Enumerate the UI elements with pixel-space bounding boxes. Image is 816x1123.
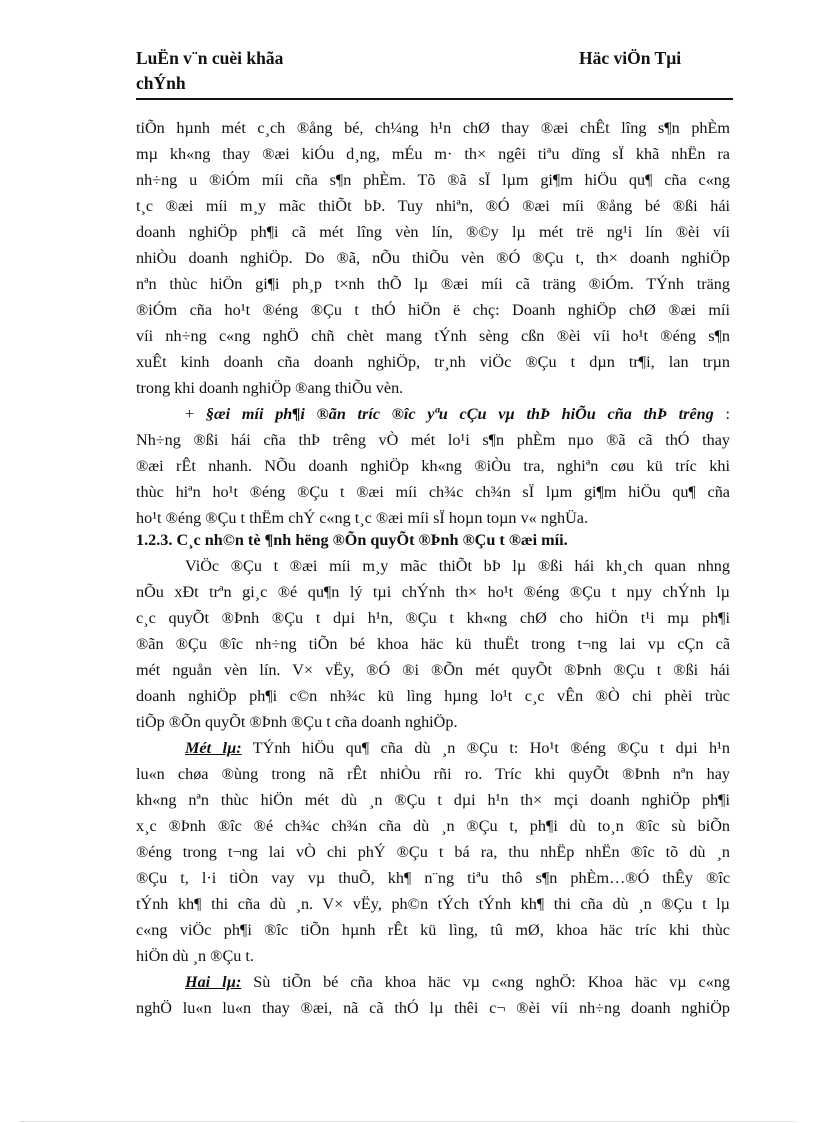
subsection-title: §æi míi ph¶i ®ãn tríc ®îc yªu cÇu vµ thÞ hiÕu cña thÞ trêng (205, 405, 714, 423)
body-line: c«ng viÖc ph¶i ®îc tiÕn hµnh rÊt kü lìng, tû mØ, khoa häc tríc khi thùc (136, 921, 730, 939)
body-line: kh«ng nªn thùc hiÖn mét dù ¸n ®Çu t dµi h¹n th× mçi doanh nghiÖp ph¶i (136, 791, 730, 809)
page-bottom-rule (20, 1121, 796, 1122)
header-right-title: Häc viÖn Tµi (579, 48, 682, 68)
body-line: doanh nghiÖp ph¶i cã mét lîng vèn lín, ®©y lµ mét trë ng¹i lín ®èi víi (136, 223, 730, 241)
point-text: Sù tiÕn bé cña khoa häc vµ c«ng nghÖ: Khoa häc vµ c«ng (241, 973, 730, 991)
section-heading: 1.2.3. C¸c nh©n tè ¶nh hëng ®Õn quyÕt ®Þnh ®Çu t ®æi míi. (136, 531, 568, 549)
body-line: ®æi rÊt nhanh. NÕu doanh nghiÖp kh«ng ®iÒu tra, nghiªn cøu kü tríc khi (136, 457, 730, 475)
body-line: ®Çu t, l·i tiÒn vay vµ thuÕ, kh¶ n¨ng tiªu thô s¶n phÈm…®Ó thÊy ®îc (136, 869, 730, 887)
body-line: nghÖ lu«n lu«n thay ®æi, nã cã thÓ lµ thêi c¬ ®èi víi nh÷ng doanh nghiÖp (136, 999, 730, 1017)
body-line: víi nh÷ng c«ng nghÖ chñ chèt mang tÝnh sèng cßn ®èi víi ho¹t ®éng s¶n (136, 327, 730, 345)
page-header (136, 46, 733, 100)
body-line: tiÕp ®Õn quyÕt ®Þnh ®Çu t cña doanh nghiÖp. (136, 713, 458, 731)
body-line: t¸c ®æi míi m¸y mãc thiÕt bÞ. Tuy nhiªn, ®Ó ®æi míi ®ång bé ®ßi hái (136, 197, 730, 215)
body-line: nhiÒu doanh nghiÖp. Do ®ã, nÕu thiÕu vèn ®Ó ®Çu t, th× doanh nghiÖp (136, 249, 730, 267)
body-line: mµ kh«ng thay ®æi kiÓu d¸ng, mÉu m· th× ngêi tiªu dïng sÏ khã nhËn ra (136, 145, 730, 163)
body-line: c¸c quyÕt ®Þnh ®Çu t dµi h¹n, ®Çu t kh«ng chØ cho hiÖn t¹i mµ ph¶i (136, 609, 730, 627)
body-line: trong khi doanh nghiÖp ®ang thiÕu vèn. (136, 379, 404, 397)
subsection-colon: : (713, 405, 730, 423)
body-line: x¸c ®Þnh ®îc ®é ch¾c ch¾n cña dù ¸n ®Çu t, ph¶i dù to¸n ®îc sù biÕn (136, 817, 730, 835)
body-line: nªn thùc hiÖn gi¶i ph¸p t×nh thÕ lµ ®æi míi cã träng ®iÓm. TÝnh träng (136, 275, 730, 293)
body-line: mét nguån vèn lín. V× vËy, ®Ó ®i ®Õn mét quyÕt ®Þnh ®Çu t ®ßi hái (136, 661, 730, 679)
body-line: ®ãn ®Çu ®îc nh÷ng tiÕn bé khoa häc kü thuËt trong t¬ng lai vµ cÇn cã (136, 635, 730, 653)
body-line: tiÕn hµnh mét c¸ch ®ång bé, ch¼ng h¹n chØ thay ®æi chÊt lîng s¶n phÈm (136, 119, 730, 137)
body-line: Nh÷ng ®ßi hái cña thÞ trêng vÒ mét lo¹i s¶n phÈm nµo ®ã cã thÓ thay (136, 431, 730, 449)
body-line: doanh nghiÖp ph¶i c©n nh¾c kü lìng hµng lo¹t c¸c vÊn ®Ò chi phèi trùc (136, 687, 730, 705)
header-left-title: LuËn v¨n cuèi khãa chÝnh (136, 48, 284, 93)
body-line: ®éng trong t¬ng lai vÒ chi phÝ ®Çu t bá ra, thu nhËp nhËn ®îc tõ dù ¸n (136, 843, 730, 861)
body-line: hiÖn dù ¸n ®Çu t. (136, 947, 254, 965)
body-line: lu«n chøa ®ùng trong nã rÊt nhiÒu rñi ro. Tríc khi quyÕt ®Þnh nªn hay (136, 765, 730, 783)
bullet-plus: + (185, 405, 206, 423)
body-line: thùc hiªn ho¹t ®éng ®Çu t ®æi míi ch¾c ch¾n sÏ lµm gi¶m hiÖu qu¶ cña (136, 483, 730, 501)
point-line (185, 969, 730, 995)
body-line: ViÖc ®Çu t ®æi míi m¸y mãc thiÕt bÞ lµ ®ßi hái kh¸ch quan nhng (185, 557, 730, 575)
body-line: ho¹t ®éng ®Çu t thËm chÝ c«ng t¸c ®æi míi sÏ hoµn toµn v« nghÜa. (136, 509, 589, 527)
body-line: xuÊt kinh doanh cña doanh nghiÖp, tr¸nh viÖc ®Çu t dµn tr¶i, lan trµn (136, 353, 730, 371)
point-label-one: Mét lµ: (185, 739, 242, 757)
body-line: nÕu xÐt trªn gi¸c ®é qu¶n lý tµi chÝnh th× ho¹t ®éng ®Çu t nµy chÝnh lµ (136, 583, 730, 601)
point-line (185, 735, 730, 761)
body-line: ®iÓm cña ho¹t ®éng ®Çu t thÓ hiÖn ë chç: Doanh nghiÖp chØ ®æi míi (136, 301, 730, 319)
body-line: nh÷ng u ®iÓm míi cña s¶n phÈm. Tõ ®ã sÏ lµm gi¶m hiÖu qu¶ cña c«ng (136, 171, 730, 189)
subsection-line (185, 401, 730, 427)
point-text: TÝnh hiÖu qu¶ cña dù ¸n ®Çu t: Ho¹t ®éng ®Çu t dµi h¹n (241, 739, 731, 757)
body-line: tÝnh kh¶ thi cña dù ¸n. V× vËy, ph©n tÝch tÝnh kh¶ thi cña dù ¸n ®Çu t lµ (136, 895, 730, 913)
point-label-two: Hai lµ: (185, 973, 242, 991)
